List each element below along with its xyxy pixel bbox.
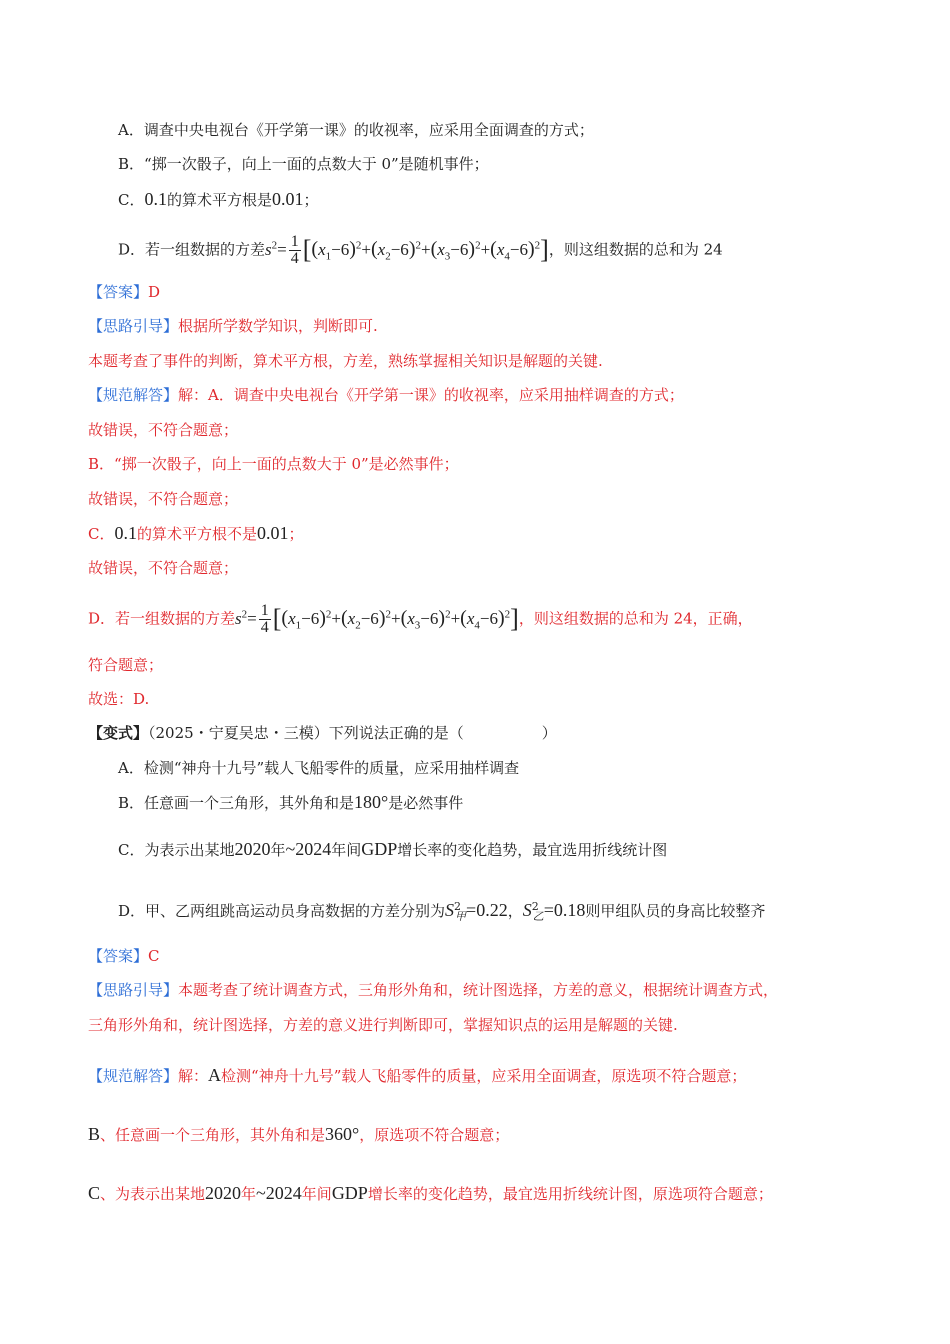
q1-answer bbox=[88, 281, 160, 303]
variant-source: （2025・宁夏吴忠・三模）下列说法正确的是（ bbox=[148, 724, 464, 742]
q2-option-b: B．任意画一个三角形，其外角和是180°是必然事件 bbox=[118, 792, 464, 812]
idea-text: 根据所学数学知识，判断即可. bbox=[178, 317, 378, 335]
q1-option-a: A．调查中央电视台《开学第一课》的收视率，应采用全面调查的方式； bbox=[118, 121, 594, 139]
q2-solution-b: B、任意画一个三角形，其外角和是360°，原选项不符合题意； bbox=[88, 1124, 510, 1144]
solution-label: 【规范解答】 bbox=[88, 1067, 179, 1085]
option-text: ，则这组数据的总和为 24 bbox=[548, 240, 723, 259]
option-text: ； bbox=[303, 191, 319, 209]
q2-solution-c: C、为表示出某地2020年~2024年间GDP增长率的变化趋势，最宜选用折线统计图，原选项符合题意； bbox=[88, 1183, 773, 1203]
q2-header: 【变式】（2025・宁夏吴忠・三模）下列说法正确的是（ ） bbox=[88, 724, 557, 742]
option-letter: C． bbox=[118, 191, 145, 209]
q1-wrong-3: 故错误，不符合题意； bbox=[88, 559, 239, 577]
answer-value: C bbox=[148, 947, 160, 965]
q2-answer bbox=[88, 945, 160, 967]
math-number: 0.01 bbox=[272, 189, 304, 209]
q1-solution-c: C．0.1的算术平方根不是0.01； bbox=[88, 523, 304, 543]
q2-option-a: A．检测“神舟十九号”载人飞船零件的质量，应采用抽样调查 bbox=[118, 759, 520, 777]
q1-wrong-1: 故错误，不符合题意； bbox=[88, 421, 239, 439]
variance-formula: $s^2=$ $\frac{1}{4}$ $[(x_1-6)^2+(x_2-6)^2+(x_3-6)^2+(x_4-6)^2]$ bbox=[235, 602, 519, 637]
math-number: 0.1 bbox=[144, 189, 167, 209]
option-text: 的算术平方根是 bbox=[166, 191, 272, 209]
q1-solution-b: B．“掷一次骰子，向上一面的点数大于 0”是必然事件； bbox=[88, 455, 459, 473]
variant-label: 【变式】 bbox=[88, 724, 149, 742]
q1-choice: 故选：D. bbox=[88, 690, 150, 708]
solution-label: 【规范解答】 bbox=[88, 386, 179, 404]
q1-solution-d: D．若一组数据的方差$s^2=$ $\frac{1}{4}$ $[(x_1-6)^2+(x_2-6)^2+(x_3-6)^2+(x_4-6)^2]$，则这组数据的总和为 24，正确， bbox=[88, 602, 753, 637]
answer-value: D bbox=[148, 283, 161, 301]
idea-label: 【思路引导】 bbox=[88, 317, 179, 335]
idea-label: 【思路引导】 bbox=[88, 981, 179, 999]
q1-option-b: B．“掷一次骰子，向上一面的点数大于 0”是随机事件； bbox=[118, 155, 489, 173]
variance-formula: $s^2=$ $\frac{1}{4}$ $[(x_1-6)^2+(x_2-6)^2+(x_3-6)^2+(x_4-6)^2]$ bbox=[265, 233, 549, 268]
solution-text: 解：A．调查中央电视台《开学第一课》的收视率，应采用抽样调查的方式； bbox=[178, 386, 684, 404]
q1-option-d bbox=[118, 228, 723, 273]
idea-text: 本题考查了统计调查方式，三角形外角和，统计图选择，方差的意义，根据统计调查方式， bbox=[178, 981, 779, 999]
q2-idea bbox=[88, 979, 778, 1001]
q1-solution-d-cont: 符合题意； bbox=[88, 656, 164, 674]
option-text: D．若一组数据的方差 bbox=[118, 240, 266, 259]
answer-label: 【答案】 bbox=[88, 283, 149, 301]
answer-label: 【答案】 bbox=[88, 947, 149, 965]
q1-option-c bbox=[118, 188, 319, 211]
q2-solution-a: 【规范解答】解：A检测“神舟十九号”载人飞船零件的质量，应采用全面调查，原选项不符合题意； bbox=[88, 1065, 747, 1085]
q1-solution-a bbox=[88, 384, 684, 406]
q1-idea bbox=[88, 315, 378, 337]
q2-option-d: D．甲、乙两组跳高运动员身高数据的方差分别为$S^2_甲=0.22$，$S^2_乙=0.18$则甲组队员的身高比较整齐 bbox=[118, 900, 766, 923]
q1-wrong-2: 故错误，不符合题意； bbox=[88, 490, 239, 508]
q2-idea-cont: 三角形外角和，统计图选择，方差的意义进行判断即可，掌握知识点的运用是解题的关键. bbox=[88, 1016, 678, 1034]
q1-idea-summary: 本题考查了事件的判断，算术平方根，方差，熟练掌握相关知识是解题的关键. bbox=[88, 352, 603, 370]
q2-option-c: C．为表示出某地2020年~2024年间GDP增长率的变化趋势，最宜选用折线统计图 bbox=[118, 839, 668, 859]
